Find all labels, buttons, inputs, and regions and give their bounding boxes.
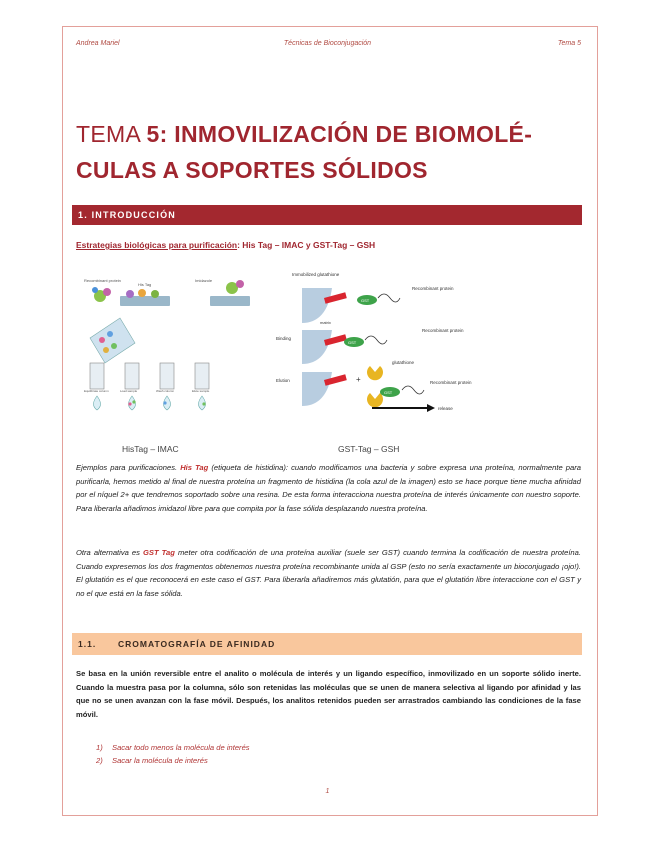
svg-text:Immobilized glutathione: Immobilized glutathione — [292, 272, 340, 277]
paragraph-histag: Ejemplos para purificaciones. His Tag (etiqueta de histidina): cuando modificamos una bacteria y sobre expresa una proteína, normalmente para purificarla, hemos metido al final de nuestra proteína un fragmento de histidina (la cola azul de la imagen) esto se hace porque tiene mucha afinidad por el níquel 2+ que tendremos soportado sobre una resina. De esta forma interacciona nuestra proteína de interés únicamente con nuestro soporte. Para liberarla añadimos imidazol libre para que compita por la fase sólida desplazando nuestra proteína. — [76, 463, 581, 513]
strategies-rest: : His Tag – IMAC y GST-Tag – GSH — [237, 240, 376, 250]
section-number: 1.1. — [78, 639, 97, 649]
svg-text:glutathione: glutathione — [392, 360, 415, 365]
strategies-underlined: Estrategias biológicas para purificación — [76, 240, 238, 250]
page-title — [76, 116, 581, 188]
list-item: 1) Sacar todo menos la molécula de interés — [96, 743, 250, 752]
svg-text:Elute sample: Elute sample — [192, 389, 210, 393]
svg-text:Recombinant protein: Recombinant protein — [412, 286, 454, 291]
paragraph-gsttag: Otra alternativa es GST Tag meter otra codificación de una proteína auxiliar (suele ser GST) cuando termina la codificación de nuestra proteína. Cuando expresemos los dos fragmentos obtenemos nuestra proteína recombinante unida al GSP (esto no sería exactamente un bioconjugado ¡ojo!). El glutatión es el que reconocerá en este caso el GST. Para liberarla añadiremos más glutatión, para que el glutatión libre interaccione con el GST y no el que está en la fase sólida. — [76, 548, 581, 598]
figure-caption-histag: HisTag – IMAC — [122, 444, 179, 454]
svg-text:+: + — [356, 375, 361, 384]
title-prefix: TEMA — [76, 121, 147, 147]
term-gsttag: GST Tag — [143, 548, 175, 557]
fig-label-imidazole: Imidazole — [195, 278, 213, 283]
svg-text:release: release — [438, 406, 453, 411]
matrix-shape-1 — [302, 288, 332, 323]
fig-label-recombinant: Recombinant protein — [84, 278, 121, 283]
svg-text:matrix: matrix — [320, 320, 331, 325]
header-author: Andrea Mariel — [76, 40, 120, 47]
title-line2: CULAS A SOPORTES SÓLIDOS — [76, 157, 428, 183]
svg-text:GST: GST — [348, 340, 357, 345]
section-heading-introduccion: 1. INTRODUCCIÓN — [72, 205, 582, 225]
list-item: 2) Sacar la molécula de interés — [96, 756, 208, 765]
histag-imac-figure — [80, 268, 270, 418]
svg-text:GST: GST — [361, 298, 370, 303]
svg-text:Equilibrate column: Equilibrate column — [84, 389, 109, 393]
header-chapter: Tema 5 — [557, 40, 581, 47]
svg-text:GST: GST — [384, 390, 393, 395]
term-histag: His Tag — [180, 463, 209, 472]
beaker-icon — [90, 318, 135, 363]
section-heading-cromatografia — [72, 633, 582, 655]
svg-text:Recombinant protein: Recombinant protein — [430, 380, 472, 385]
svg-text:Elution: Elution — [276, 378, 290, 383]
drops — [94, 396, 206, 410]
header-subject: Técnicas de Bioconjugación — [283, 40, 372, 47]
title-line1: 5: INMOVILIZACIÓN DE BIOMOLÉ- — [146, 121, 533, 147]
section-label: CROMATOGRAFÍA DE AFINIDAD — [118, 639, 276, 649]
page-number: 1 — [325, 788, 330, 795]
svg-text:Binding: Binding — [276, 336, 292, 341]
paragraph-afinidad: Se basa en la unión reversible entre el analito o molécula de interés y un ligando específico, inmovilizado en un soporte sólido inerte. Cuando la muestra pasa por la columna, sólo son retenidas las moléculas que se unen de manera selectiva al ligando por afinidad y las que no se unen avanzan con la fase móvil. Después, los analitos retenidos pueden ser arrastrados cambiando las condiciones de la fase móvil. — [76, 669, 581, 719]
columns — [90, 363, 209, 389]
strategies-line — [76, 240, 375, 250]
svg-text:Load sample: Load sample — [120, 389, 138, 393]
gst-gsh-figure — [272, 268, 472, 418]
svg-text:Wash column: Wash column — [156, 389, 175, 393]
numbered-list — [96, 741, 250, 767]
svg-text:Recombinant protein: Recombinant protein — [422, 328, 464, 333]
fig-label-histag: His Tag — [138, 282, 152, 287]
figure-caption-gst: GST-Tag – GSH — [338, 444, 400, 454]
